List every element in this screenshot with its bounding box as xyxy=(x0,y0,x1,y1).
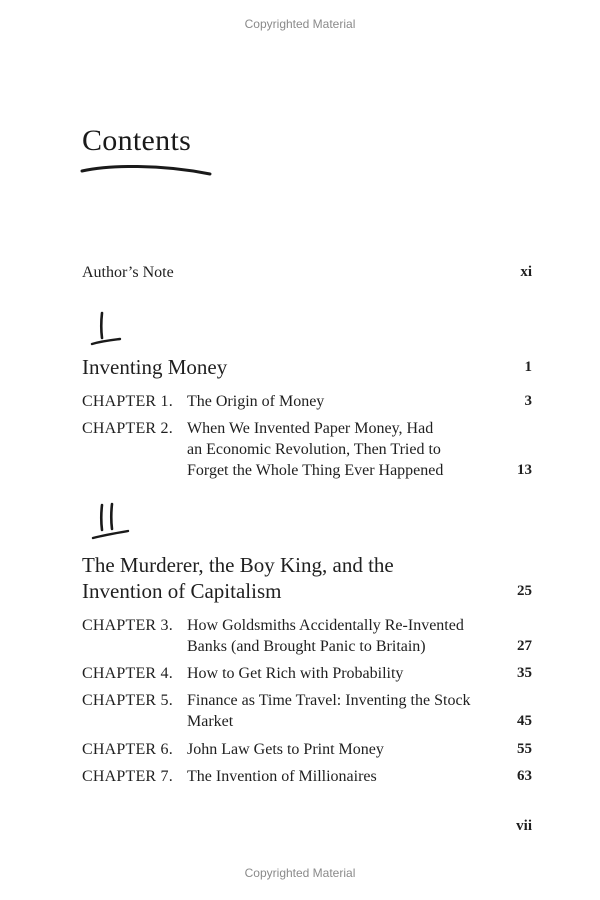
toc-part-ii[interactable] xyxy=(82,552,532,604)
copyright-watermark-top: Copyrighted Material xyxy=(244,17,356,31)
toc-page-number: 35 xyxy=(517,665,532,681)
chapter-label: CHAPTER 3. xyxy=(82,617,173,634)
chapter-label: CHAPTER 7. xyxy=(82,768,173,785)
toc-page-number: 25 xyxy=(517,583,532,599)
copyright-watermark-bottom: Copyrighted Material xyxy=(244,866,356,880)
chapter-label: CHAPTER 6. xyxy=(82,741,173,758)
toc-chapter-4[interactable] xyxy=(82,663,532,684)
chapter-title: The Invention of Millionaires xyxy=(187,768,377,785)
chapter-title: When We Invented Paper Money, Had an Economic Revolution, Then Tried to Forget the Whole Thing Ever Happened xyxy=(187,420,444,479)
toc-chapter-3[interactable] xyxy=(82,615,532,657)
toc-part-i[interactable] xyxy=(82,354,532,380)
toc-entry-authors-note[interactable] xyxy=(82,262,532,283)
chapter-label: CHAPTER 1. xyxy=(82,393,173,410)
part-numeral-i-mark xyxy=(88,310,128,350)
toc-page-number: 3 xyxy=(524,393,532,409)
title-underline-brushstroke xyxy=(80,162,215,182)
part-title: Inventing Money xyxy=(82,355,228,379)
chapter-title: Finance as Time Travel: Inventing the Stock Market xyxy=(187,692,471,730)
folio-page-number: vii xyxy=(516,818,532,834)
toc-page-number: 45 xyxy=(517,713,532,729)
chapter-title: How Goldsmiths Accidentally Re-Invented Banks (and Brought Panic to Britain) xyxy=(187,617,464,655)
toc-chapter-6[interactable] xyxy=(82,739,532,760)
toc-entry-title: Author’s Note xyxy=(82,264,174,281)
toc-page-number: xi xyxy=(520,264,532,280)
part-numeral-ii-mark xyxy=(88,500,138,544)
toc-chapter-7[interactable] xyxy=(82,766,532,787)
part-title: The Murderer, the Boy King, and the Invention of Capitalism xyxy=(82,553,394,603)
toc-page-number: 63 xyxy=(517,768,532,784)
chapter-label: CHAPTER 2. xyxy=(82,420,173,437)
chapter-title: John Law Gets to Print Money xyxy=(187,741,384,758)
toc-page-number: 27 xyxy=(517,638,532,654)
chapter-title: The Origin of Money xyxy=(187,393,325,410)
toc-chapter-5[interactable] xyxy=(82,690,532,732)
chapter-label: CHAPTER 5. xyxy=(82,692,173,709)
toc-chapter-2[interactable] xyxy=(82,418,532,481)
toc-page-number: 1 xyxy=(524,359,532,375)
toc-page-number: 13 xyxy=(517,462,532,478)
chapter-label: CHAPTER 4. xyxy=(82,665,173,682)
page-title: Contents xyxy=(82,124,192,157)
toc-chapter-1[interactable] xyxy=(82,391,532,412)
chapter-title: How to Get Rich with Probability xyxy=(187,665,404,682)
toc-page-number: 55 xyxy=(517,741,532,757)
